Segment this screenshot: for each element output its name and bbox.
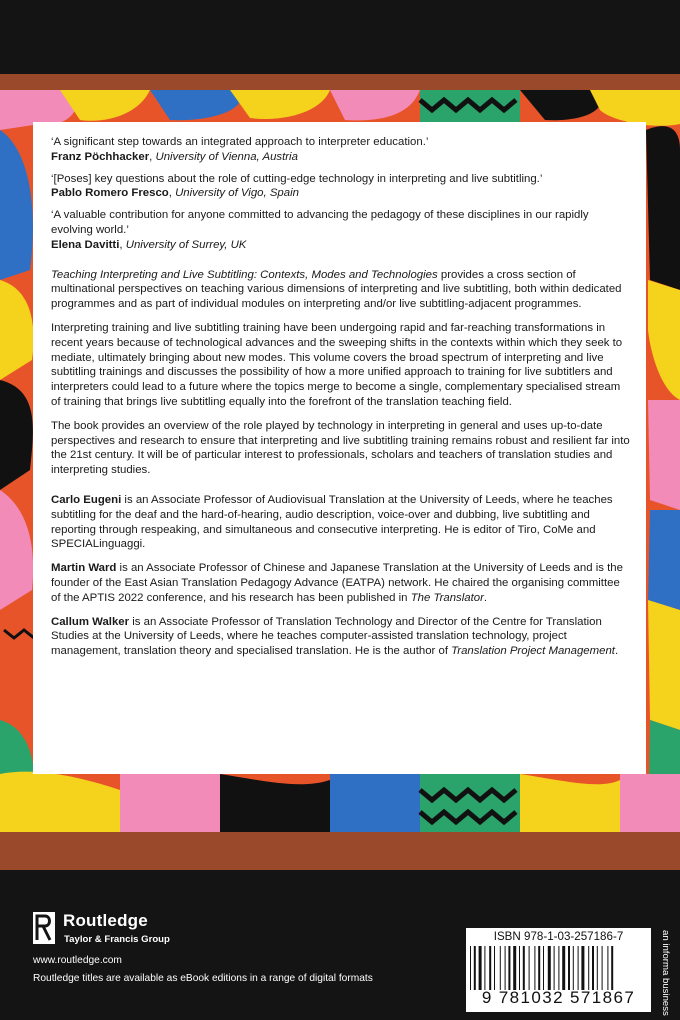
quote-affiliation: University of Surrey, UK xyxy=(125,238,247,251)
informa-text: an informa business xyxy=(660,930,671,1016)
quote-text: ‘A valuable contribution for anyone committed to advancing the pedagogy of these disciplines in our rapidly evolving world.’ xyxy=(51,209,589,236)
book-title: Teaching Interpreting and Live Subtitling: Contexts, Modes and Technologies xyxy=(51,268,438,281)
back-cover-content xyxy=(51,135,631,668)
quote-affiliation: University of Vigo, Spain xyxy=(175,187,299,200)
quote-attribution: Franz Pöchhacker, University of Vienna, Austria xyxy=(51,150,298,163)
isbn-label: ISBN 978-1-03-257186-7 xyxy=(493,930,624,943)
author-bio xyxy=(51,615,631,659)
author-bio xyxy=(51,493,631,552)
endorsement-quote xyxy=(51,208,631,252)
quote-author: Elena Davitti xyxy=(51,238,120,251)
punctuation: . xyxy=(614,645,619,658)
journal-title: The Translator xyxy=(410,591,484,604)
ean-number: 9 781032 571867 xyxy=(481,988,636,1007)
barcode-bars xyxy=(470,946,647,990)
quote-attribution: Elena Davitti, University of Surrey, UK xyxy=(51,238,247,251)
author-bio-text: is an Associate Professor of Audiovisual Translation at the University of Leeds, where he teaches subtitling for the deaf and the hard-of-hearing, audio description, voice-over and dubbing, live subtitling and reporting through respeaking, and simultaneous and consecutive interpreting. He is editor of Tiro, CoMe and SPECIALinguaggi. xyxy=(51,493,613,551)
quote-text: ‘A significant step towards an integrated approach to interpreter education.’ xyxy=(51,136,429,148)
publisher-group: Taylor & Francis Group xyxy=(64,934,170,945)
description-paragraph-1 xyxy=(51,268,631,312)
quote-author: Pablo Romero Fresco xyxy=(51,187,169,200)
author-name: Martin Ward xyxy=(51,562,117,575)
author-bio-text: is an Associate Professor of Translation Technology and Director of the Centre for Translation Studies at the University of Leeds, where he teaches computer-assisted translation technology, project management, translation theory and specialised translation. He is the author of xyxy=(51,615,602,658)
author-name: Callum Walker xyxy=(51,615,130,628)
barcode xyxy=(466,928,651,1012)
informa-tagline xyxy=(654,930,671,1016)
endorsement-quote xyxy=(51,135,631,165)
routledge-mark-icon xyxy=(33,912,55,944)
ebook-note: Routledge titles are available as eBook editions in a range of digital formats xyxy=(33,973,373,984)
bottom-color-band xyxy=(0,832,680,870)
publisher-name: Routledge xyxy=(63,911,148,930)
description-text: provides a cross section of multinational perspectives on teaching various dimensions of interpreting and live subtitling, both within dedicated programmes and as part of individual modules on interpreting and/or live subtitling-adjacent programmes. xyxy=(51,268,622,311)
top-color-band xyxy=(0,74,680,90)
endorsement-quote xyxy=(51,172,631,202)
description-paragraph-3: The book provides an overview of the role played by technology in interpreting in general and uses up-to-date perspectives and research to ensure that interpreting and live subtitling training remains robust and resilient far into the 21st century. It will be of particular interest to professionals, scholars and teachers of translation studies and interpreting studies. xyxy=(51,419,630,477)
description-paragraph-2: Interpreting training and live subtitling training have been undergoing rapid and far-reaching transformations in recent years because of technological advances and the sweeping shifts in the contexts within which they seek to mediate, ultimately bringing about new modes. This volume covers the broad spectrum of interpreting and live subtitling trainings and discusses the possibility of how a more unified approach to training for live subtitlers and interpreters could lead to a future where the topics merge to become a single, complementary specialised stream of training that brings live subtitling equally into the forefront of the translation teaching field. xyxy=(51,321,623,408)
quote-text: ‘[Poses] key questions about the role of cutting-edge technology in interpreting and live subtitling.’ xyxy=(51,172,543,185)
publisher-url[interactable]: www.routledge.com xyxy=(33,955,122,966)
author-bio xyxy=(51,561,631,605)
quote-author: Franz Pöchhacker xyxy=(51,150,150,163)
quote-affiliation: University of Vienna, Austria xyxy=(155,150,298,163)
punctuation: . xyxy=(483,591,488,604)
author-name: Carlo Eugeni xyxy=(51,493,122,506)
book-reference-title: Translation Project Management xyxy=(451,645,615,658)
quote-attribution: Pablo Romero Fresco, University of Vigo, Spain xyxy=(51,187,299,200)
author-bio-text: is an Associate Professor of Chinese and Japanese Translation at the University of Leeds and is the founder of the East Asian Translation Pedagogy Advance (EATPA) network. He chaired the organising committee of the APTIS 2022 conference, and his research has been published in xyxy=(51,562,623,604)
